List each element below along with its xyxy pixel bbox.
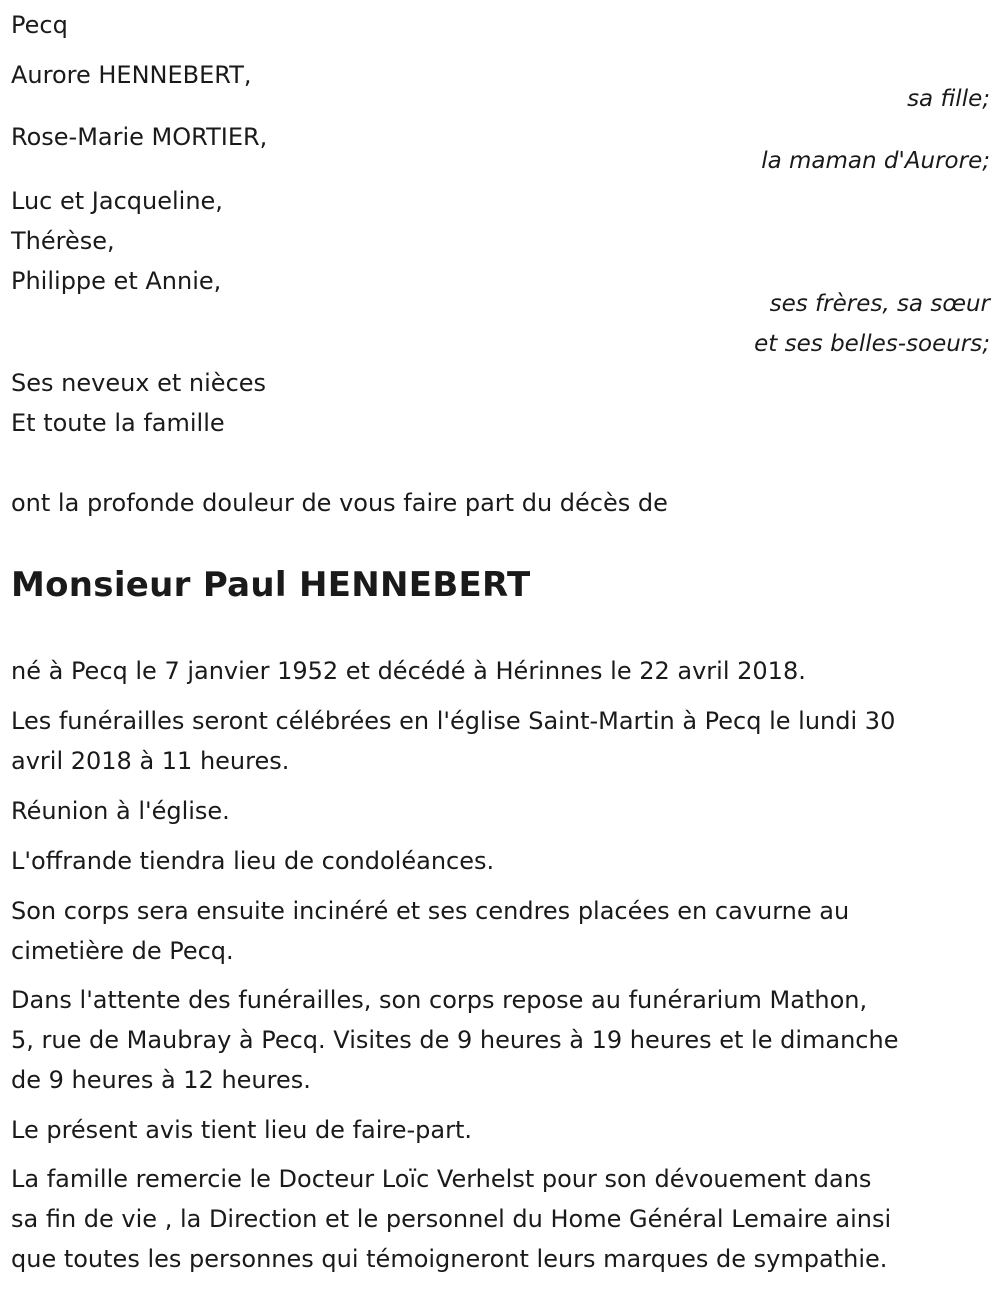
mother-name: Rose-Marie MORTIER,: [11, 123, 268, 151]
daughter-role: sa fille;: [907, 86, 990, 112]
cremation-line-1: Son corps sera ensuite incinéré et ses cendres placées en cavurne au: [11, 897, 850, 925]
visit-line-1: Dans l'attente des funérailles, son corps repose au funérarium Mathon,: [11, 986, 868, 1014]
visit-line-3: de 9 heures à 12 heures.: [11, 1066, 311, 1094]
others-line-2: Et toute la famille: [11, 409, 225, 437]
mother-role: la maman d'Aurore;: [761, 148, 990, 174]
locality: Pecq: [11, 11, 68, 39]
notice-info: Le présent avis tient lieu de faire-part.: [11, 1116, 473, 1144]
announcement-intro: ont la profonde douleur de vous faire part du décès de: [11, 489, 668, 517]
others-line-1: Ses neveux et nièces: [11, 369, 267, 397]
deceased-name: Monsieur Paul HENNEBERT: [11, 565, 531, 605]
offering-info: L'offrande tiendra lieu de condoléances.: [11, 847, 495, 875]
cremation-line-2: cimetière de Pecq.: [11, 937, 234, 965]
sibling-line-1: Luc et Jacqueline,: [11, 187, 223, 215]
thanks-line-1: La famille remercie le Docteur Loïc Verhelst pour son dévouement dans: [11, 1165, 872, 1193]
meeting-info: Réunion à l'église.: [11, 797, 230, 825]
sibling-line-2: Thérèse,: [11, 227, 115, 255]
siblings-role-2: et ses belles-soeurs;: [754, 331, 990, 357]
funeral-line-2: avril 2018 à 11 heures.: [11, 747, 290, 775]
thanks-line-2: sa fin de vie , la Direction et le personnel du Home Général Lemaire ainsi: [11, 1205, 892, 1233]
birth-death: né à Pecq le 7 janvier 1952 et décédé à Hérinnes le 22 avril 2018.: [11, 657, 806, 685]
thanks-line-3: que toutes les personnes qui témoigneront leurs marques de sympathie.: [11, 1245, 888, 1273]
sibling-line-3: Philippe et Annie,: [11, 267, 222, 295]
siblings-role-1: ses frères, sa sœur: [769, 291, 990, 317]
daughter-name: Aurore HENNEBERT,: [11, 61, 252, 89]
funeral-line-1: Les funérailles seront célébrées en l'église Saint-Martin à Pecq le lundi 30: [11, 707, 896, 735]
visit-line-2: 5, rue de Maubray à Pecq. Visites de 9 heures à 19 heures et le dimanche: [11, 1026, 899, 1054]
